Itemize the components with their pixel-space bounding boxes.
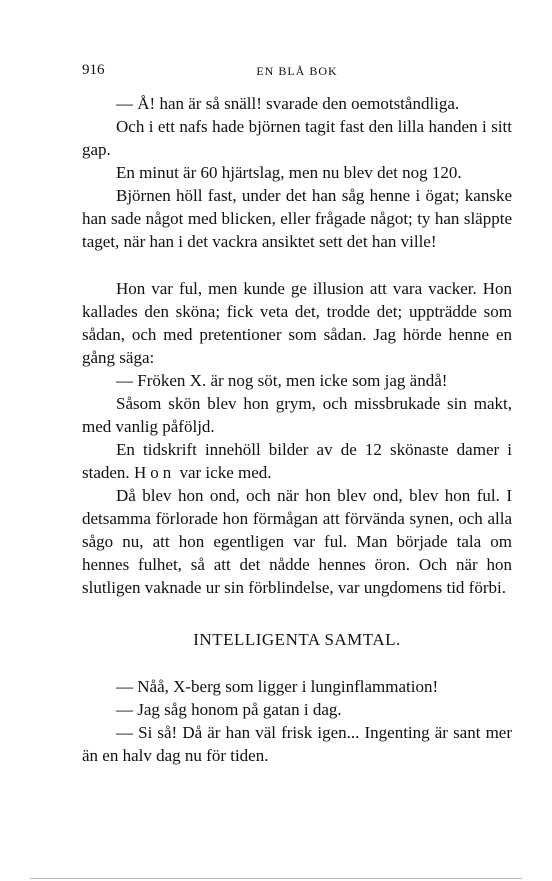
- dialogue-line: — Jag såg honom på gatan i dag.: [116, 700, 342, 719]
- running-title: EN BLÅ BOK: [256, 64, 338, 78]
- paragraph-text: En tidskrift innehöll bilder av de 12 skönaste damer i staden.: [82, 440, 512, 482]
- emphasized-word: Hon: [133, 463, 176, 482]
- paragraph: Såsom skön blev hon grym, och missbrukade sin makt, med vanlig påföljd.: [82, 394, 512, 436]
- paragraph: Hon var ful, men kunde ge illusion att vara vacker. Hon kallades den sköna; fick veta det, trodde det; uppträdde som sådan, och med pretentioner som sådan. Jag hörde henne en gång säga:: [82, 279, 512, 367]
- book-page: [82, 62, 512, 767]
- paragraph-gap: [82, 253, 512, 277]
- paragraph: En minut är 60 hjärtslag, men nu blev det nog 120.: [116, 163, 462, 182]
- dialogue-line: — Si så! Då är han väl frisk igen... Ingenting är sant mer än en halv dag nu för tiden.: [82, 723, 512, 765]
- section-heading: INTELLIGENTA SAMTAL.: [193, 630, 401, 649]
- paragraph-text: var icke med.: [179, 463, 272, 482]
- paragraph: Då blev hon ond, och när hon blev ond, blev hon ful. I detsamma förlorade hon förmågan att förvända synen, och alla sågo nu, att hon egentligen var ful. Man började tala om hennes fulhet, så att det nådde hennes öron. Och när hon slutligen vaknade ur sin förblindelse, var ungdomens tid förbi.: [82, 486, 512, 597]
- dialogue-line: — Nåå, X-berg som ligger i lunginflammation!: [116, 677, 439, 696]
- bottom-rule: [30, 878, 522, 879]
- paragraph: — Å! han är så snäll! svarade den oemotståndliga.: [116, 94, 460, 113]
- body-text: [82, 92, 512, 767]
- page-header: [82, 62, 512, 92]
- paragraph: — Fröken X. är nog söt, men icke som jag ändå!: [116, 371, 448, 390]
- paragraph: [82, 438, 512, 484]
- paragraph: Och i ett nafs hade björnen tagit fast den lilla handen i sitt gap.: [82, 117, 512, 159]
- page-number: 916: [82, 62, 105, 78]
- paragraph: Björnen höll fast, under det han såg henne i ögat; kanske han sade något med blicken, eller frågade något; ty han släppte taget, när han i det vackra ansiktet sett det han ville!: [82, 186, 512, 251]
